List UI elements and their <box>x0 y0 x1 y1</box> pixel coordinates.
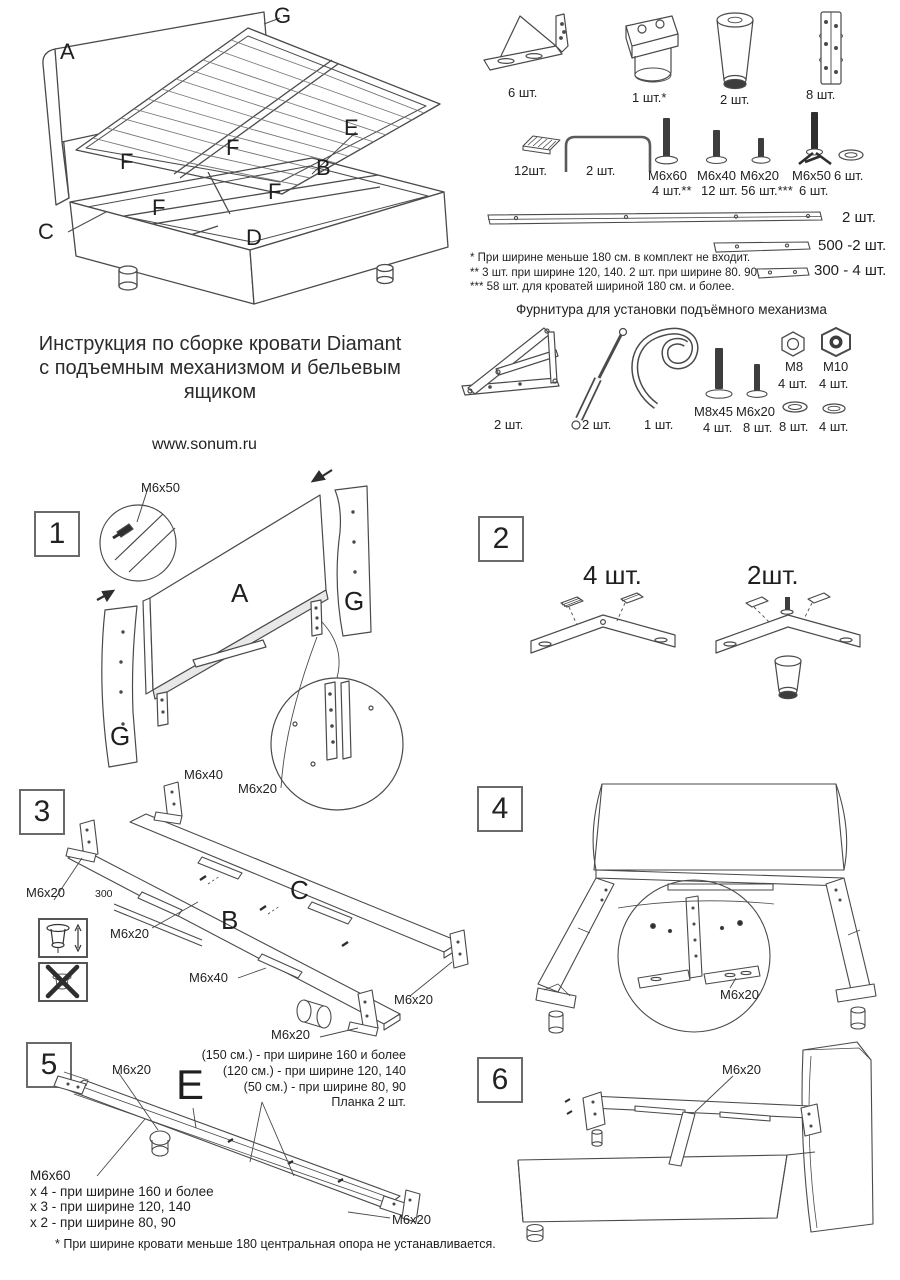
step5-m6x20-top-label: M6x20 <box>112 1062 152 1077</box>
plank-option-150: (150 см.) - при ширине 160 и более <box>201 1048 406 1062</box>
part-label-d: D <box>246 225 262 250</box>
step3-m6x20-bottom-label: M6x20 <box>271 1027 311 1042</box>
note-1: * При ширине меньше 180 см. в комплект не входит. <box>470 252 751 264</box>
step-4-number <box>477 786 523 832</box>
step3-m6x40-label: M6x40 <box>189 970 229 985</box>
step-2-number <box>478 516 524 562</box>
bolt-m6x40-qty: 12 шт. <box>701 183 738 198</box>
bolt-m6x60-icon <box>654 116 680 166</box>
nut-m8-qty: 4 шт. <box>778 376 808 391</box>
bolt-m6x50-label: M6x50 <box>792 168 832 183</box>
do-not-icon <box>38 962 88 1002</box>
leg-height-adjust-icon <box>38 918 88 958</box>
step-6-digit: 6 <box>491 1063 509 1096</box>
step1-m6x20-label: M6x20 <box>238 781 278 796</box>
m6x60-option-1: x 4 - при ширине 160 и более <box>30 1183 214 1199</box>
step-1-drawing <box>85 462 460 810</box>
nut-m8-label: M8 <box>785 359 804 374</box>
part-label-f: F <box>152 195 166 220</box>
rail-500-qty: 500 -2 шт. <box>818 237 887 254</box>
part-label-f: F <box>226 135 240 160</box>
bolt-m6x20-label: M6x20 <box>740 168 780 183</box>
step3-m6x20-right-label: M6x20 <box>394 992 434 1007</box>
long-rail-qty: 2 шт. <box>842 209 876 226</box>
bolt-m8x45-qty: 4 шт. <box>703 420 733 435</box>
nut-m10-icon <box>818 326 854 358</box>
part-label-f: F <box>120 149 134 174</box>
step1-part-g-left-label: G <box>110 721 131 751</box>
gas-strut-qty: 2 шт. <box>582 417 612 432</box>
website-url: www.sonum.ru <box>152 436 257 453</box>
step5-m6x20-right-label: M6x20 <box>392 1212 432 1227</box>
bolt-m6x50-qty: 6 шт. <box>799 183 829 198</box>
plank-option-120: (120 см.) - при ширине 120, 140 <box>222 1063 406 1078</box>
parts-notes <box>470 251 760 295</box>
m6x60-label: M6x60 <box>30 1168 71 1183</box>
title-line-2: с подъемным механизмом и бельевым ящиком <box>39 357 401 403</box>
step-5-digit: 5 <box>40 1048 58 1081</box>
bolt-m6x60-qty: 4 шт.** <box>652 183 692 198</box>
washer-qty: 6 шт. <box>834 168 864 183</box>
step1-m6x50-label: M6x50 <box>141 480 181 495</box>
step2-qty-4: 4 шт. <box>583 560 642 590</box>
leg-icon <box>712 8 758 92</box>
washer-4-qty: 4 шт. <box>819 419 849 434</box>
note-3: *** 58 шт. для кроватей шириной 180 см. и более. <box>470 281 735 293</box>
bolt-m6x20-mech-icon <box>744 364 770 402</box>
step3-part-c-label: C <box>290 875 309 905</box>
center-leg-mount-icon <box>620 10 684 90</box>
part-label-e: E <box>344 115 359 140</box>
step-2-drawing <box>525 595 870 707</box>
step-4-digit: 4 <box>491 792 509 825</box>
pad-icon <box>518 132 564 158</box>
bed-overview <box>12 2 460 310</box>
step1-part-a-label: A <box>231 578 249 608</box>
step3-m6x20-mid-label: M6x20 <box>110 926 150 941</box>
plank-option-50: (50 см.) - при ширине 80, 90 <box>243 1079 406 1094</box>
step1-part-g-right-label: G <box>344 586 365 616</box>
nut-m10-label: M10 <box>823 359 849 374</box>
washer-4-icon <box>820 402 848 415</box>
step-1-number <box>34 511 80 557</box>
step3-rail-300-label: 300 <box>95 888 113 900</box>
nut-m10-qty: 4 шт. <box>819 376 849 391</box>
step-3-digit: 3 <box>33 795 51 828</box>
note-2: ** 3 шт. при ширине 120, 140. 2 шт. при ширине 80. 90. <box>470 266 761 279</box>
rail-300-qty: 300 - 4 шт. <box>814 262 887 279</box>
part-label-a: A <box>60 39 75 64</box>
pad-qty: 12шт. <box>514 163 548 178</box>
corner-bracket-qty: 6 шт. <box>508 85 538 100</box>
step5-plank-options <box>150 1048 406 1111</box>
step2-qty-2: 2шт. <box>747 560 799 590</box>
step6-m6x20-label: M6x20 <box>722 1062 762 1077</box>
bottom-footnote: * При ширине кровати меньше 180 центральная опора не устанавливается. <box>55 1237 496 1251</box>
m6x60-option-2: x 3 - при ширине 120, 140 <box>30 1199 191 1214</box>
corner-bracket-icon <box>480 8 580 80</box>
bolt-m8x45-label: M8x45 <box>694 404 734 419</box>
bolt-m6x20-mech-qty: 8 шт. <box>743 420 773 435</box>
step3-m6x20-left-label: M6x20 <box>26 885 66 900</box>
plank-qty: Планка 2 шт. <box>331 1095 406 1110</box>
step-4-drawing <box>518 778 890 1046</box>
step-2-digit: 2 <box>492 522 510 555</box>
part-label-f: F <box>268 179 282 204</box>
step-6-drawing <box>505 1032 885 1247</box>
m6x60-option-3: x 2 - при ширине 80, 90 <box>30 1214 176 1230</box>
step4-m6x20-label: M6x20 <box>720 987 760 1002</box>
long-rail-icon <box>486 209 836 229</box>
title-line-1: Инструкция по сборке кровати Diamant <box>38 333 402 355</box>
step3-part-b-label: B <box>221 905 239 935</box>
bolt-m6x60-label: M6x60 <box>648 168 688 183</box>
strap-icon <box>628 326 706 414</box>
lift-mechanism-qty: 2 шт. <box>494 417 524 432</box>
part-label-g: G <box>274 3 292 28</box>
lift-mechanism-icon <box>460 322 580 418</box>
rail-300-icon <box>755 265 813 281</box>
nut-m8-icon <box>778 330 808 358</box>
washer-icon <box>836 148 866 162</box>
center-leg-mount-qty: 1 шт.* <box>632 90 667 105</box>
step-3-drawing <box>52 782 464 1050</box>
bolt-m6x50-icon <box>794 112 838 166</box>
bolt-m6x20-mech-label: M6x20 <box>736 404 776 419</box>
bolt-m6x40-label: M6x40 <box>697 168 737 183</box>
step-1-digit: 1 <box>48 517 66 550</box>
crossed-out-glyph <box>40 964 86 1000</box>
bolt-m8x45-icon <box>704 348 734 402</box>
step1-m6x40-label: M6x40 <box>184 767 224 782</box>
leg-qty: 2 шт. <box>720 92 750 107</box>
part-label-b: B <box>316 155 331 180</box>
bolt-m6x20-qty: 56 шт.*** <box>741 183 793 198</box>
washer-8-qty: 8 шт. <box>779 419 809 434</box>
step5-bolt-options <box>30 1168 214 1230</box>
washer-8-icon <box>780 400 810 414</box>
u-bracket-qty: 2 шт. <box>586 163 616 178</box>
part-label-c: C <box>38 219 54 244</box>
connector-plate-qty: 8 шт. <box>806 87 836 102</box>
strap-qty: 1 шт. <box>644 417 674 432</box>
bolt-m6x20-icon <box>749 136 773 166</box>
adjustable-leg-glyph <box>40 920 86 956</box>
bolt-m6x40-icon <box>704 128 730 166</box>
step5-part-e-label: E <box>176 1061 205 1108</box>
mechanism-section-title: Фурнитура для установки подъёмного механизма <box>516 302 827 317</box>
document-title <box>8 332 432 404</box>
connector-plate-icon <box>810 8 850 88</box>
